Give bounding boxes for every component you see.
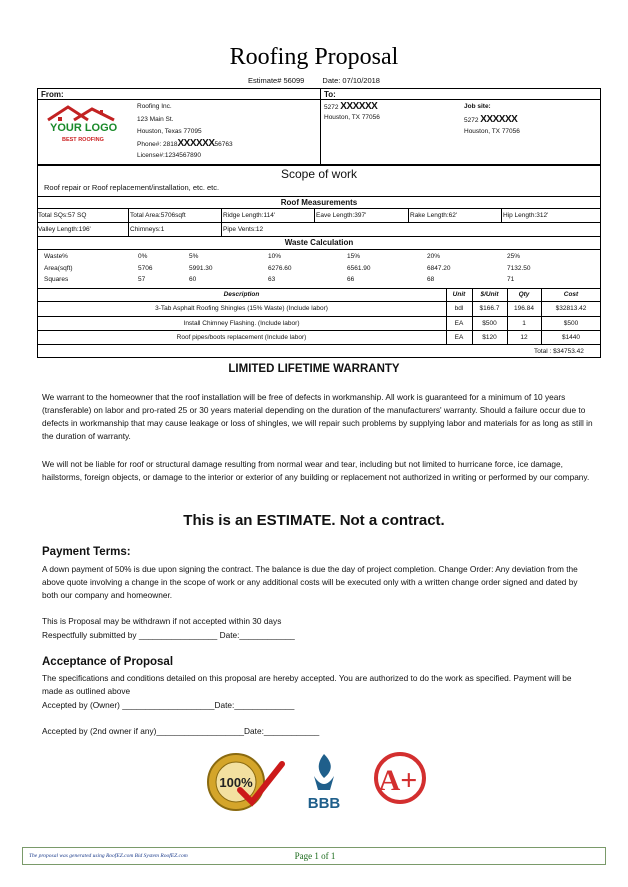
estimate-number: Estimate# 56099 — [248, 76, 305, 85]
waste-squares-cell: 71 — [507, 276, 515, 283]
meas-hip: Hip Length:312' — [503, 212, 549, 219]
from-label: From: — [41, 90, 64, 99]
company-license: License#:1234567890 — [137, 152, 201, 159]
bbb-torch-icon — [302, 752, 346, 812]
page-title: Roofing Proposal — [229, 44, 399, 70]
items-header-cell: Qty — [518, 291, 530, 298]
items-row-0-cell: bdl — [454, 305, 464, 312]
meas-ridge: Ridge Length:114' — [223, 212, 276, 219]
waste-headers-cell: 0% — [138, 253, 148, 260]
waste-headers-cell: 15% — [347, 253, 361, 260]
a-plus-icon — [370, 750, 434, 806]
total-amount: Total : $34753.42 — [534, 348, 584, 355]
company-phone: Phone#: 2818XXXXXX56763 — [137, 138, 233, 149]
page-footer — [22, 847, 606, 865]
waste-squares-cell: 57 — [138, 276, 146, 283]
waste-headers-cell: 5% — [189, 253, 199, 260]
meas-valley: Valley Length:196' — [38, 226, 91, 233]
items-row-0-cell: $32813.42 — [555, 305, 587, 312]
waste-area-cell: Area(sqft) — [44, 265, 73, 272]
submitted-by-line: Respectfully submitted by _________________ Date:____________ — [42, 630, 295, 640]
items-row-2-cell: 12 — [520, 334, 528, 341]
bbb-badge — [302, 752, 346, 817]
to-label: To: — [324, 90, 336, 99]
items-row-0-cell: 196.84 — [514, 305, 534, 312]
logo-text: YOUR LOGO — [50, 122, 118, 134]
waste-area-cell: 6561.90 — [347, 265, 371, 272]
measurements-title: Roof Measurements — [280, 198, 358, 207]
waste-headers-cell: 20% — [427, 253, 441, 260]
items-header-cell: Description — [223, 291, 260, 298]
grade-text: A+ — [378, 764, 418, 797]
warranty-paragraph-1: We warrant to the homeowner that the roof installation will be free of defects in workmanship. All work is guaranteed for a minimum of 10 years (transferable) on labor and pro-rated 25 or 30 years material depending on the duration of the manufacturers' warranty. Should a failure occur due to defects in workmanship that may cause leakage or loss of shingles, we will repair such problems by supplying labor and materials for as long as still in the duration of warranty. — [42, 392, 593, 441]
withdraw-note: This is Proposal may be withdrawn if not accepted within 30 days — [42, 616, 282, 626]
waste-squares-cell: 60 — [189, 276, 197, 283]
waste-headers-cell: 25% — [507, 253, 521, 260]
waste-area-cell: 5706 — [138, 265, 153, 272]
company-name: Roofing Inc. — [137, 103, 172, 110]
company-logo — [44, 104, 124, 148]
items-row-0-cell: 3-Tab Asphalt Roofing Shingles (15% Waste) (Include labor) — [155, 305, 328, 312]
waste-area-cell: 5991.30 — [189, 265, 213, 272]
items-header-cell: Unit — [452, 291, 466, 298]
meas-total-sq: Total SQs:57 SQ — [38, 212, 87, 219]
items-row-1-cell: Install Chimney Flashing. (Include labor) — [183, 320, 300, 327]
roof-logo-icon — [44, 104, 124, 124]
items-row-2-cell: $1440 — [561, 334, 581, 341]
client-street: 5272 XXXXXX — [324, 101, 378, 112]
satisfaction-guarantee-badge — [206, 750, 286, 819]
job-site-city: Houston, TX 77056 — [464, 128, 520, 135]
waste-area-cell: 6276.60 — [268, 265, 292, 272]
items-header-cell: Cost — [563, 291, 579, 298]
waste-area-cell: 7132.50 — [507, 265, 531, 272]
page-number: Page 1 of 1 — [294, 851, 336, 861]
warranty-title: LIMITED LIFETIME WARRANTY — [228, 363, 400, 375]
items-row-0-cell: $166.7 — [479, 305, 500, 312]
waste-squares-cell: 63 — [268, 276, 276, 283]
logo-subtext: BEST ROOFING — [62, 137, 104, 143]
guarantee-percent: 100% — [219, 775, 253, 790]
waste-squares-cell: 66 — [347, 276, 355, 283]
a-plus-grade-badge — [370, 750, 434, 811]
guarantee-seal-icon — [206, 750, 286, 814]
items-row-1-cell: $500 — [482, 320, 497, 327]
meas-pipe-vents: Pipe Vents:12 — [223, 226, 264, 233]
acceptance-title: Acceptance of Proposal — [42, 656, 174, 668]
meas-eave: Eave Length:397' — [316, 212, 367, 219]
job-site-label: Job site: — [464, 103, 491, 110]
estimate-notice: This is an ESTIMATE. Not a contract. — [183, 512, 445, 529]
company-city: Houston, Texas 77095 — [137, 128, 202, 135]
items-row-2-cell: $120 — [482, 334, 497, 341]
estimate-date: Date: 07/10/2018 — [322, 76, 380, 85]
waste-title: Waste Calculation — [284, 238, 354, 247]
acceptance-text: The specifications and conditions detailed on this proposal are hereby accepted. You are authorized to do the work as specified. Payment will be made as outlined above — [42, 673, 572, 696]
warranty-paragraph-2: We will not be liable for roof or structural damage resulting from normal wear and tear, including but not limited to hurricane force, ice damage, hailstorms, foreign objects, or damage to the interior or exterior of any building or replacement not authorized in writing or performed by our company. — [42, 459, 590, 482]
items-row-1-cell: 1 — [522, 320, 526, 327]
waste-headers-cell: Waste% — [44, 253, 68, 260]
waste-headers-cell: 10% — [268, 253, 282, 260]
accepted-owner-line: Accepted by (Owner) ____________________Date:_____________ — [42, 700, 295, 710]
waste-squares-cell: Squares — [44, 276, 69, 283]
items-row-1-cell: $500 — [563, 320, 579, 327]
items-row-2-cell: Roof pipes/boots replacement (Include labor) — [176, 334, 307, 341]
payment-terms-text: A down payment of 50% is due upon signing the contract. The balance is due the day of project completion. Change Order: Any deviation from the above quote involving a change in the scope of work or any additional costs will be executed only with a written change order signed and dated by both our company and homeowner. — [42, 564, 578, 600]
accepted-second-owner-line: Accepted by (2nd owner if any)___________________Date:____________ — [42, 726, 320, 736]
scope-title: Scope of work — [280, 167, 358, 181]
meas-total-area: Total Area:5706sqft — [130, 212, 186, 219]
company-street: 123 Main St. — [137, 116, 174, 123]
estimate-line — [0, 76, 628, 85]
payment-terms-title: Payment Terms: — [42, 546, 131, 558]
items-row-2-cell: EA — [454, 334, 464, 341]
scope-text: Roof repair or Roof replacement/installation, etc. etc. — [44, 183, 220, 192]
job-site-street: 5272 XXXXXX — [464, 114, 518, 125]
items-row-1-cell: EA — [454, 320, 464, 327]
bbb-text: BBB — [307, 795, 341, 812]
client-city: Houston, TX 77056 — [324, 114, 380, 121]
waste-squares-cell: 68 — [427, 276, 435, 283]
meas-chimneys: Chimneys:1 — [130, 226, 165, 233]
footer-generated-note: The proposal was generated using RoofEZ.com Bid System RoofEZ.com — [29, 853, 188, 859]
items-header-cell: $/Unit — [480, 291, 499, 298]
meas-rake: Rake Length:62' — [410, 212, 458, 219]
waste-area-cell: 6847.20 — [427, 265, 451, 272]
